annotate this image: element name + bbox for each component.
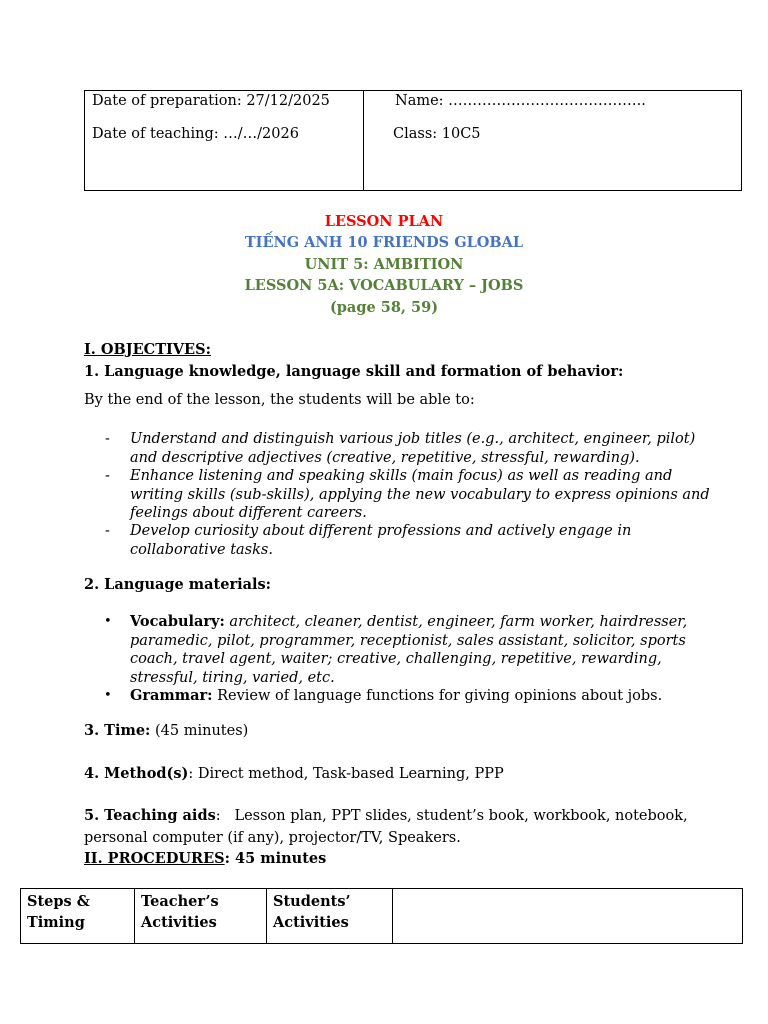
objective-item-3: Develop curiosity about different professions and actively engage in collaborative tasks. xyxy=(130,523,632,558)
vocabulary-item xyxy=(130,613,710,687)
time-label: 3. Time: xyxy=(84,722,151,739)
materials-heading: 2. Language materials: xyxy=(84,576,272,593)
dash-marker: - xyxy=(105,431,110,447)
objective-item-2: Enhance listening and speaking skills (main focus) as well as reading and writing skills (sub-skills), applying the new vocabulary to express opinions and feelings about different careers. xyxy=(130,468,710,521)
grammar-label: Grammar: xyxy=(130,687,213,704)
column-header-blank xyxy=(393,889,743,944)
header-left-cell xyxy=(85,91,364,191)
procedures-table xyxy=(20,888,743,944)
objective-item-1: Understand and distinguish various job titles (e.g., architect, engineer, pilot) and descriptive adjectives (creative, repetitive, stressful, rewarding). xyxy=(130,431,696,466)
bullet-marker: • xyxy=(104,614,112,629)
vocabulary-label: Vocabulary: xyxy=(130,613,225,630)
method-line xyxy=(84,765,504,784)
procedures-heading: II. PROCEDURES xyxy=(84,850,225,867)
header-table xyxy=(84,90,742,191)
lesson-plan-title: LESSON PLAN xyxy=(324,213,444,230)
course-title: TIẾNG ANH 10 FRIENDS GLOBAL xyxy=(244,234,524,251)
objectives-heading: I. OBJECTIVES: xyxy=(84,341,211,358)
objectives-sub1: 1. Language knowledge, language skill and formation of behavior: xyxy=(84,363,624,380)
vocabulary-text: architect, cleaner, dentist, engineer, farm worker, hairdresser, paramedic, pilot, programmer, receptionist, sales assistant, solicitor, sports coach, travel agent, waiter; creative, challenging, repetitive, rewarding, stressful, tiring, varied, etc. xyxy=(130,614,688,686)
date-of-teaching: Date of teaching: …/…/2026 xyxy=(92,126,299,142)
bullet-marker: • xyxy=(104,688,112,703)
class-field: Class: 10C5 xyxy=(393,126,481,142)
procedures-heading-line xyxy=(84,850,326,869)
grammar-text: Review of language functions for giving opinions about jobs. xyxy=(212,688,663,704)
aids-line xyxy=(84,807,688,826)
name-field: Name: ………………………………….. xyxy=(395,93,646,109)
lesson-title: LESSON 5A: VOCABULARY – JOBS xyxy=(244,277,524,294)
column-header-students: Students’ Activities xyxy=(267,889,393,944)
column-header-teacher: Teacher’s Activities xyxy=(135,889,267,944)
unit-title: UNIT 5: AMBITION xyxy=(304,256,464,273)
time-line xyxy=(84,722,248,741)
method-text: : Direct method, Task-based Learning, PPP xyxy=(188,766,504,782)
dash-marker: - xyxy=(105,523,110,539)
aids-text: : Lesson plan, PPT slides, student’s book, workbook, notebook, xyxy=(215,808,688,824)
page-reference: (page 58, 59) xyxy=(329,299,439,316)
method-label: 4. Method(s) xyxy=(84,765,189,782)
objectives-intro: By the end of the lesson, the students will be able to: xyxy=(84,392,475,408)
procedures-duration: : 45 minutes xyxy=(224,850,327,867)
aids-label: 5. Teaching aids xyxy=(84,807,216,824)
time-text: (45 minutes) xyxy=(150,723,249,739)
column-header-steps: Steps & Timing xyxy=(21,889,135,944)
header-right-cell xyxy=(364,91,742,191)
grammar-item xyxy=(130,687,710,706)
date-of-preparation: Date of preparation: 27/12/2025 xyxy=(92,93,330,109)
dash-marker: - xyxy=(105,468,110,484)
aids-line-2: personal computer (if any), projector/TV, Speakers. xyxy=(84,830,461,846)
